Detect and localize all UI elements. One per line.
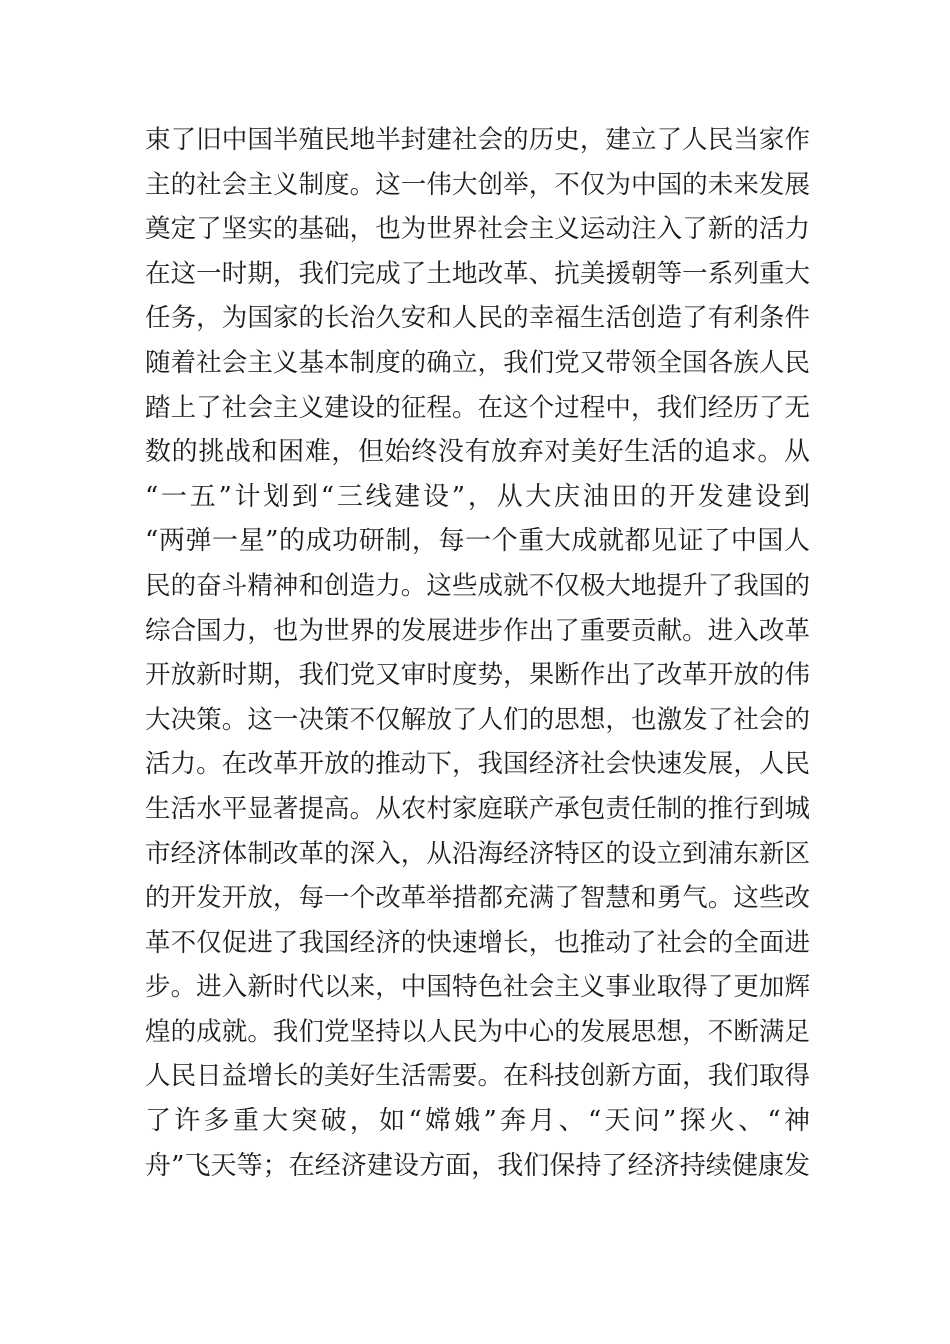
text-line: 市经济体制改革的深入，从沿海经济特区的设立到浦东新区 <box>145 838 810 869</box>
text-line: 的开发开放，每一个改革举措都充满了智慧和勇气。这些改 <box>145 883 810 914</box>
text-line: 革不仅促进了我国经济的快速增长，也推动了社会的全面进 <box>145 927 810 958</box>
text-line: 人民日益增长的美好生活需要。在科技创新方面，我们取得 <box>145 1061 810 1092</box>
text-line: 数的挑战和困难，但始终没有放弃对美好生活的追求。从 <box>145 437 810 468</box>
text-line: 大决策。这一决策不仅解放了人们的思想，也激发了社会的 <box>145 704 810 735</box>
text-line: 了许多重大突破，如“嫦娥”奔月、“天问”探火、“神 <box>145 1106 810 1137</box>
text-line: 煌的成就。我们党坚持以人民为中心的发展思想，不断满足 <box>145 1016 810 1047</box>
text-line: 任务，为国家的长治久安和人民的幸福生活创造了有利条件 <box>145 303 810 334</box>
text-line: “一五”计划到“三线建设”，从大庆油田的开发建设到 <box>145 481 810 512</box>
text-line: 舟”飞天等；在经济建设方面，我们保持了经济持续健康发 <box>145 1150 810 1181</box>
text-line: 奠定了坚实的基础，也为世界社会主义运动注入了新的活力 <box>145 214 810 245</box>
text-line: 民的奋斗精神和创造力。这些成就不仅极大地提升了我国的 <box>145 570 810 601</box>
text-line: 在这一时期，我们完成了土地改革、抗美援朝等一系列重大 <box>145 258 810 289</box>
text-line: 束了旧中国半殖民地半封建社会的历史，建立了人民当家作 <box>145 125 810 155</box>
text-line: “两弹一星”的成功研制，每一个重大成就都见证了中国人 <box>145 526 810 557</box>
text-line: 开放新时期，我们党又审时度势，果断作出了改革开放的伟 <box>145 660 810 691</box>
text-line: 踏上了社会主义建设的征程。在这个过程中，我们经历了无 <box>145 392 810 423</box>
text-line: 步。进入新时代以来，中国特色社会主义事业取得了更加辉 <box>145 972 810 1003</box>
text-line: 生活水平显著提高。从农村家庭联产承包责任制的推行到城 <box>145 793 810 824</box>
text-line: 随着社会主义基本制度的确立，我们党又带领全国各族人民 <box>145 347 810 378</box>
body-text <box>145 118 810 1188</box>
text-line: 主的社会主义制度。这一伟大创举，不仅为中国的未来发展 <box>145 169 810 200</box>
text-line: 综合国力，也为世界的发展进步作出了重要贡献。进入改革 <box>145 615 810 646</box>
text-line: 活力。在改革开放的推动下，我国经济社会快速发展，人民 <box>145 749 810 780</box>
